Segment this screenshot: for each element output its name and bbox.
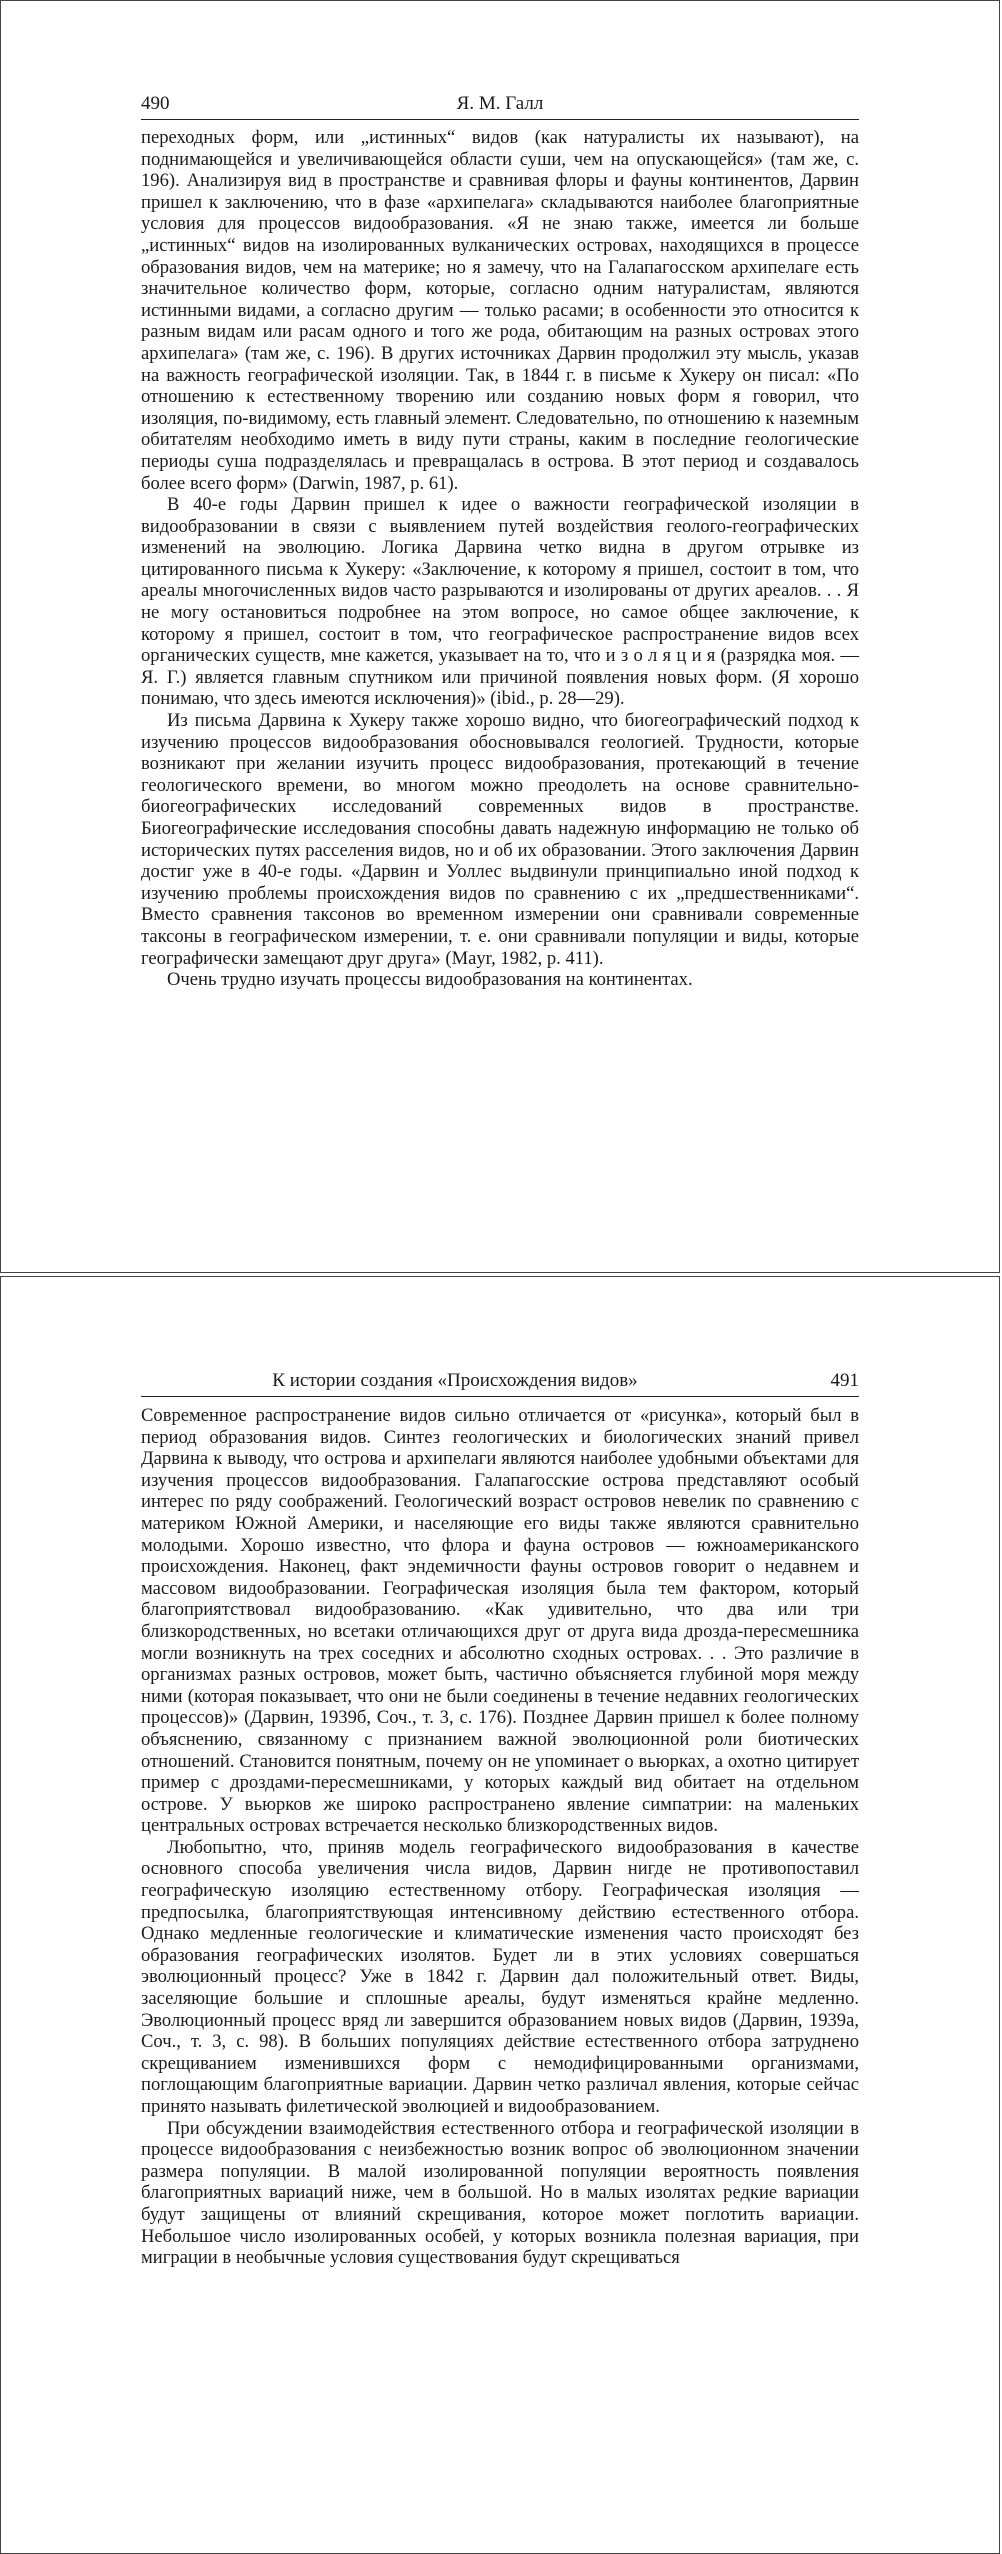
paragraph: Очень трудно изучать процессы видообразования на континентах.	[167, 969, 693, 991]
running-header	[141, 1362, 859, 1397]
paragraph: Любопытно, что, приняв модель географического видообразования в качестве основного способа увеличения числа видов, Дарвин нигде не противопоставил географическую изоляцию естественному отбору. Географическая изоляция — предпосылка, благоприятствующая интенсивному действию естественного отбора. Однако медленные геологические и климатические изменения часто происходят без образования географических изолятов. Будет ли в этих условиях совершаться эволюционный процесс? Уже в 1842 г. Дарвин дал положительный ответ. Виды, заселяющие большие и сплошные ареалы, будут изменяться крайне медленно. Эволюционный процесс вряд ли завершится образованием новых видов (Дарвин, 1939а, Соч., т. 3, с. 98). В больших популяциях действие естественного отбора затруднено скрещиванием изменившихся форм с немодифицированными организмами, поглощающим благоприятные вариации. Дарвин четко различал явления, которые сейчас принято называть филетической эволюцией и видообразованием.	[141, 1836, 859, 2117]
page-490	[0, 0, 1000, 1273]
page-number: 490	[141, 93, 170, 114]
paragraph: Современное распространение видов сильно отличается от «рисунка», который был в период образования видов. Синтез геологических и биологических знаний привел Дарвина к выводу, что острова и архипелаги являются наиболее удобными объектами для изучения процессов видообразования. Галапагосские острова представляют особый интерес по ряду соображений. Геологический возраст островов невелик по сравнению с материком Южной Америки, и населяющие его виды также являются сравнительно молодыми. Хорошо известно, что флора и фауна островов — южноамериканского происхождения. Наконец, факт эндемичности фауны островов говорит о недавнем и массовом видообразовании. Географическая изоляция была тем фактором, который благоприятствовал видообразованию. «Как удивительно, что два или три близкородственных, но всетаки отличающихся друг от друга вида дрозда-пересмешника могли возникнуть на трех соседних и абсолютно сходных островах. . . Это различие в организмах разных островов, может быть, частично объясняется глубиной моря между ними (которая показывает, что они не были соединены в течение недавних геологических процессов)» (Дарвин, 1939б, Соч., т. 3, с. 176). Позднее Дарвин пришел к более полному объяснению, связанному с признанием важной эволюционной роли биотических отношений. Становится понятным, почему он не упоминает о вьюрках, а охотно цитирует пример с дроздами-пересмешниками, у которых каждый вид обитает на отдельном острове. У вьюрков же широко распространено явление симпатрии: на маленьких центральных островах встречается несколько близкородственных видов.	[141, 1405, 859, 1837]
running-head-author: Я. М. Галл	[456, 93, 544, 114]
paragraph: В 40-е годы Дарвин пришел к идее о важности географической изоляции в видообразовании в связи с выявлением путей воздействия геолого-географических изменений на эволюцию. Логика Дарвина четко видна в другом отрывке из цитированного письма к Хукеру: «Заключение, к которому я пришел, состоит в том, что ареалы многочисленных видов часто разрываются и изолированы от других ареалов. . . Я не могу остановиться подробнее на этом вопросе, но самое общее заключение, к которому я пришел, состоит в том, что географическое распространение видов всех органических существ, мне кажется, указывает на то, что и з о л я ц и я (разрядка моя. — Я. Г.) является главным спутником или причиной появления новых форм. (Я хорошо понимаю, что здесь имеются исключения)» (ibid., p. 28—29).	[141, 494, 859, 710]
running-header	[141, 85, 859, 120]
page-491	[0, 1276, 1000, 2554]
page-number: 491	[830, 1370, 859, 1391]
page-body	[141, 127, 859, 991]
paragraph: переходных форм, или „истинных“ видов (как натуралисты их называют), на поднимающейся и увеличивающейся области суши, чем на опускающейся» (там же, с. 196). Анализируя вид в пространстве и сравнивая флоры и фауны континентов, Дарвин пришел к заключению, что в фазе «архипелага» складываются наиболее благоприятные условия для процессов видообразования. «Я не знаю также, имеется ли больше „истинных“ видов на изолированных вулканических островах, находящихся в процессе образования видов, чем на материке; но я замечу, что на Галапагосском архипелаге есть значительное количество форм, которые, согласно одним натуралистам, являются истинными видами, а согласно другим — только расами; в особенности это относится к разным видам или расам одного и того же рода, обитающим на разных островах этого архипелага» (там же, с. 196). В других источниках Дарвин продолжил эту мысль, указав на важность географической изоляции. Так, в 1844 г. в письме к Хукеру он писал: «По отношению к естественному творению или созданию новых форм я говорил, что изоляция, по-видимому, есть главный элемент. Следовательно, по отношению к наземным обитателям необходимо иметь в виду пути страны, каким в последние геологические периоды суша подразделялась и превращалась в острова. В этот период и создавалось более всего форм» (Darwin, 1987, p. 61).	[141, 127, 859, 494]
running-head-title: К истории создания «Происхождения видов»	[272, 1370, 638, 1391]
paragraph: При обсуждении взаимодействия естественного отбора и географической изоляции в процессе видообразования с неизбежностью возник вопрос об эволюционном значении размера популяции. В малой изолированной популяции вероятность появления благоприятных вариаций ниже, чем в большой. Но в малых изолятах редкие вариации будут защищены от влияний скрещивания, которое может поглотить вариации. Небольшое число изолированных особей, у которых возникла полезная вариация, при миграции в необычные условия существования будут скрещиваться	[141, 2117, 859, 2269]
page-body	[141, 1405, 859, 2269]
paragraph: Из письма Дарвина к Хукеру также хорошо видно, что биогеографический подход к изучению процессов видообразования обосновывался геологией. Трудности, которые возникают при желании изучить процесс видообразования, протекающий в течение геологического времени, во многом можно преодолеть на основе сравнительно-биогеографических исследований современных видов в пространстве. Биогеографические исследования способны давать надежную информацию не только об исторических путях расселения видов, но и об их образовании. Этого заключения Дарвин достиг уже в 40-е годы. «Дарвин и Уоллес выдвинули принципиально иной подход к изучению проблемы происхождения видов по сравнению с их „предшественниками“. Вместо сравнения таксонов во временном измерении они сравнивали современные таксоны в географическом измерении, т. е. они сравнивали популяции и виды, которые географически замещают друг друга» (Mayr, 1982, p. 411).	[141, 710, 859, 969]
